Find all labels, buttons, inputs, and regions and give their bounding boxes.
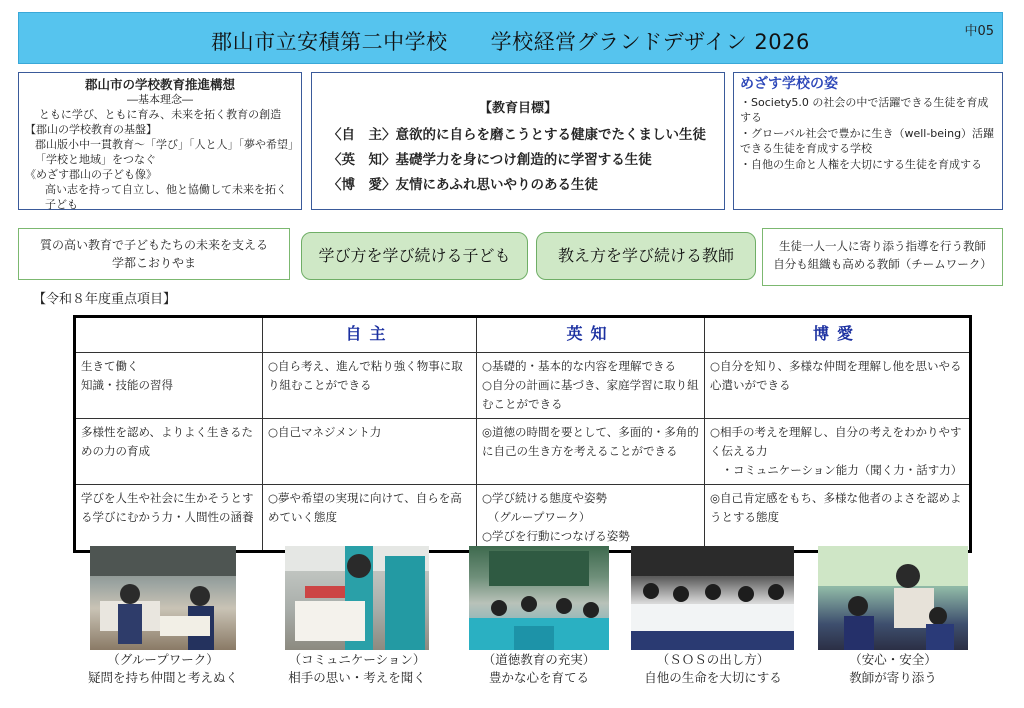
caption-text: 相手の思い・考えを聞く <box>288 670 426 685</box>
concept-line: 質の高い教育で子どもたちの未来を支える <box>39 238 268 252</box>
table-row <box>75 485 971 552</box>
header-cell: 博愛 <box>705 317 971 353</box>
caption-text: 豊かな心を育てる <box>488 670 589 685</box>
philosophy-title: 郡山市の学校教育推進構想 <box>84 77 235 92</box>
philosophy-line: ともに学び、ともに育み、未来を拓く教育の創造 <box>38 108 282 121</box>
goal-item: 〈自 主〉意欲的に自らを磨こうとする健康でたくましい生徒 <box>328 127 706 143</box>
caption-topic: （安心・安全） <box>849 652 937 667</box>
teacher-concept-box <box>762 228 1003 286</box>
goal-item: 〈英 知〉基礎学力を身につけ創造的に学習する生徒 <box>328 152 652 168</box>
row-label: 学びを人生や社会に生かそうとする学びにむかう力・人間性の涵養 <box>75 485 263 552</box>
priority-table <box>73 315 972 553</box>
goal-item: 〈博 愛〉友情にあふれ思いやりのある生徒 <box>328 177 598 193</box>
table-cell: ○自分を知り、多様な仲間を理解し他を思いやる心遣いができる <box>705 353 971 419</box>
photo-caption <box>455 651 623 687</box>
classroom-photo <box>285 546 429 650</box>
table-cell: ◎自己肯定感をもち、多様な他者のよさを認めようとする態度 <box>705 485 971 552</box>
caption-text: 自他の生命を大切にする <box>644 670 782 685</box>
photo-caption <box>628 651 798 687</box>
header-banner <box>18 12 1003 64</box>
concept-line: 学都こおりやま <box>111 256 196 270</box>
classroom-photo <box>631 546 794 650</box>
row-label: 多様性を認め、よりよく生きるための力の育成 <box>75 419 263 485</box>
header-cell <box>75 317 263 353</box>
philosophy-line: 《めざす郡山の子ども像》 <box>25 168 157 181</box>
vision-item: ・Society5.0 の社会の中で活躍できる生徒を育成する <box>740 95 989 124</box>
table-row <box>75 353 971 419</box>
concept-line: 自分も組織も高める教師（チームワーク） <box>773 257 992 271</box>
table-cell: ○基礎的・基本的な内容を理解できる ○自分の計画に基づき、家庭学習に取り組むことができる <box>477 353 705 419</box>
caption-topic: （道徳教育の充実） <box>482 652 596 667</box>
photo-caption <box>265 651 449 687</box>
table-cell: ○自己マネジメント力 <box>263 419 477 485</box>
school-vision-box <box>733 72 1003 210</box>
vision-item: ・グローバル社会で豊かに生き（well-being）活躍できる生徒を育成する学校 <box>740 126 995 155</box>
city-concept-box <box>18 228 290 280</box>
vision-title: めざす学校の姿 <box>740 76 838 92</box>
table-cell: ○夢や希望の実現に向けて、自らを高めていく態度 <box>263 485 477 552</box>
philosophy-line: 郡山版小中一貫教育～「学び」「人と人」「夢や希望」「学校と地域」をつなぐ <box>35 138 294 166</box>
learning-child-pill: 学び方を学び続ける子ども <box>301 232 528 280</box>
header-cell: 英知 <box>477 317 705 353</box>
header-cell: 自主 <box>263 317 477 353</box>
table-cell: ◎道徳の時間を要として、多面的・多角的に自己の生き方を考えることができる <box>477 419 705 485</box>
education-goals-box <box>311 72 725 210</box>
section-title: 【令和８年度重点項目】 <box>33 292 177 307</box>
philosophy-box <box>18 72 302 210</box>
caption-topic: （ＳＯＳの出し方） <box>656 652 770 667</box>
table-cell: ○自ら考え、進んで粘り強く物事に取り組むことができる <box>263 353 477 419</box>
caption-topic: （コミュニケーション） <box>288 652 426 667</box>
caption-text: 疑問を持ち仲間と考えぬく <box>87 670 238 685</box>
photo-caption <box>75 651 251 687</box>
table-row <box>75 419 971 485</box>
table-cell: ○学び続ける態度や姿勢 （グループワーク） ○学びを行動につなげる姿勢 <box>477 485 705 552</box>
caption-topic: （グループワーク） <box>107 652 219 667</box>
philosophy-line: 高い志を持って自立し、他と協働して未来を拓く子ども <box>45 183 287 211</box>
learning-teacher-pill: 教え方を学び続ける教師 <box>536 232 756 280</box>
table-header-row <box>75 317 971 353</box>
philosophy-line: 【郡山の学校教育の基盤】 <box>25 123 157 136</box>
concept-line: 生徒一人一人に寄り添う指導を行う教師 <box>779 239 986 253</box>
row-label: 生きて働く 知識・技能の習得 <box>75 353 263 419</box>
classroom-photo <box>90 546 236 650</box>
classroom-photo <box>818 546 968 650</box>
table-cell: ○相手の考えを理解し、自分の考えをわかりやすく伝える力 ・コミュニケーション能力（聞く力・話す力） <box>705 419 971 485</box>
goals-title: 【教育目標】 <box>478 101 557 116</box>
philosophy-subtitle: ―基本理念― <box>127 93 193 106</box>
document-code: 中05 <box>964 24 994 39</box>
page-title: 郡山市立安積第二中学校 学校経営グランドデザイン 2026 <box>211 30 810 54</box>
classroom-photo <box>469 546 609 650</box>
vision-item: ・自他の生命と人権を大切にする生徒を育成する <box>740 157 982 171</box>
caption-text: 教師が寄り添う <box>849 670 937 685</box>
photo-caption <box>810 651 976 687</box>
